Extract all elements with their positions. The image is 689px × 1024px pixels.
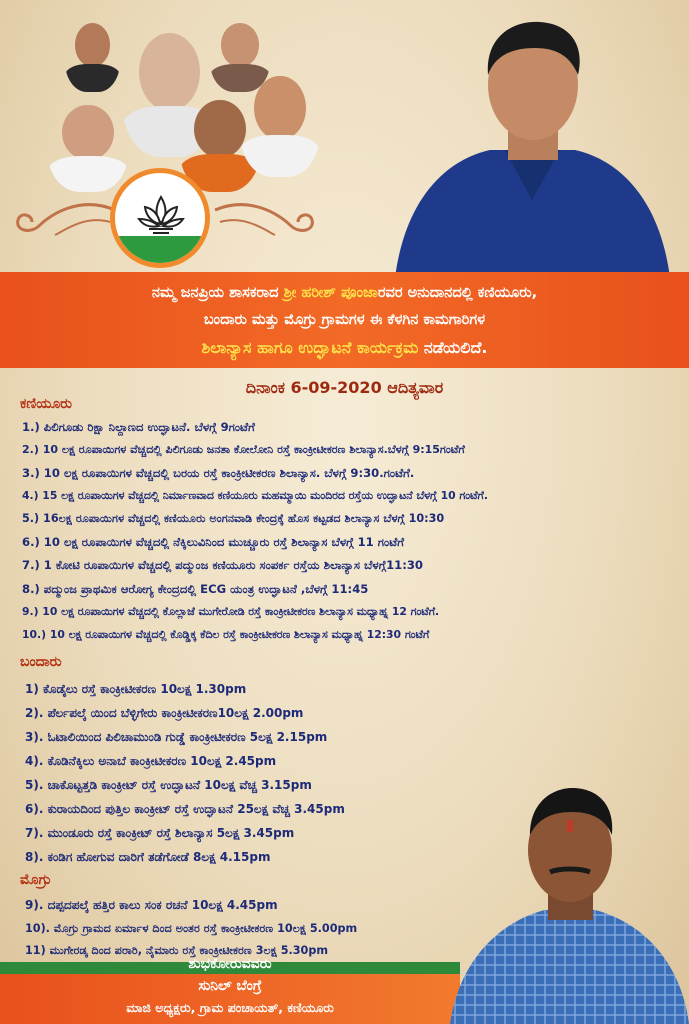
leader-photo-1 [65, 17, 120, 92]
announcement-line-2: ಬಂದಾರು ಮತ್ತು ಮೊಗ್ರು ಗ್ರಾಮಗಳ ಈ ಕೆಳಗಿನ ಕಾಮಗಾರಿಗಳ [203, 312, 486, 328]
list-item: 3.) 10 ಲಕ್ಷ ರೂಪಾಯಿಗಳ ವೆಚ್ಚದಲ್ಲಿ ಬರಯ ರಸ್ತೆ ಕಾಂಕ್ರೀಟೀಕರಣ ಶಿಲಾನ್ಯಾಸ. ಬೆಳಗ್ಗೆ 9:30.ಗಂಟೆಗೆ. [22, 466, 415, 480]
list-item: 1) ಕೊಡೈಲು ರಸ್ತೆ ಕಾಂಕ್ರೀಟೀಕರಣ 10ಲಕ್ಷ 1.30pm [25, 682, 247, 696]
list-item: 7.) 1 ಕೋಟಿ ರೂಪಾಯಿಗಳ ವೆಚ್ಚದಲ್ಲಿ ಪದ್ಮುಂಜ ಕಣಿಯೂರು ಸಂಪರ್ಕ ರಸ್ತೆಯ ಶಿಲಾನ್ಯಾಸ ಬೆಳಗ್ಗೆ11:30 [22, 558, 423, 572]
list-item: 9). ದಪ್ಪದಪಲ್ಕೆ ಹತ್ತಿರ ಕಾಲು ಸಂಕ ರಚನೆ 10ಲಕ್ಷ 4.45pm [25, 898, 278, 912]
list-item: 7). ಮುಂಡೂರು ರಸ್ತೆ ಕಾಂಕ್ರೀಟ್ ರಸ್ತೆ ಶಿಲಾನ್ಯಾಸ 5ಲಕ್ಷ 3.45pm [25, 826, 295, 840]
event-date: ದಿನಾಂಕ 6-09-2020 ಆದಿತ್ಯವಾರ [245, 378, 444, 397]
list-item: 5.) 16ಲಕ್ಷ ರೂಪಾಯಿಗಳ ವೆಚ್ಚದಲ್ಲಿ ಕಣಿಯೂರು ಅಂಗನವಾಡಿ ಕೇಂದ್ರಕ್ಕೆ ಹೊಸ ಕಟ್ಟಡದ ಶಿಲಾನ್ಯಾಸ ಬೆಳಗ್ಗೆ 10:30 [22, 512, 445, 525]
leaders-photo-collage [40, 12, 330, 197]
lotus-party-logo-icon [110, 168, 210, 268]
wishes-label: ಶುಭಕೋರುವವರು [188, 956, 272, 972]
mla-photo [395, 10, 670, 278]
announcement-text: ನಡೆಯಲಿದೆ. [418, 338, 488, 357]
list-item: 8.) ಪದ್ಮುಂಜ ಪ್ರಾಥಮಿಕ ಆರೋಗ್ಯ ಕೇಂದ್ರದಲ್ಲಿ ECG ಯಂತ್ರ ಉದ್ಘಾಟನೆ ,ಬೆಳಗ್ಗೆ 11:45 [22, 582, 369, 596]
list-item: 6.) 10 ಲಕ್ಷ ರೂಪಾಯಿಗಳ ವೆಚ್ಚದಲ್ಲಿ ನೆಕ್ಕಿಲುವಿನಿಂದ ಮುಚ್ಚೂರು ರಸ್ತೆ ಶಿಲಾನ್ಯಾಸ ಬೆಳಗ್ಗೆ 11 ಗಂಟೆಗೆ [22, 535, 404, 549]
announcement-line-3 [0, 338, 689, 358]
announcement-line-1 [0, 285, 689, 301]
list-item: 3). ಓಟಾಲಿಯಿಂದ ಪಿಲಿಚಾಮುಂಡಿ ಗುಡ್ಡೆ ಕಾಂಕ್ರೀಟೀಕರಣ 5ಲಕ್ಷ 2.15pm [25, 730, 328, 744]
section-title-mogru: ಮೊಗ್ರು [20, 872, 52, 888]
leader-photo-6 [240, 67, 320, 177]
list-item: 6). ಕುರಾಯದಿಂದ ಪುತ್ತಿಲ ಕಾಂಕ್ರೀಟ್ ರಸ್ತೆ ಉದ್ಘಾಟನೆ 25ಲಕ್ಷ ವೆಚ್ಚ 3.45pm [25, 802, 345, 816]
signer-name: ಸುನಿಲ್ ಬೆಂಗ್ರೆ [198, 978, 262, 994]
signer-photo [450, 780, 689, 1024]
signer-designation: ಮಾಜಿ ಅಧ್ಯಕ್ಷರು, ಗ್ರಾಮ ಪಂಚಾಯತ್, ಕಣಿಯೂರು [126, 1000, 334, 1015]
list-item: 8). ಕಂಡಿಗ ಹೋಗುವ ದಾರಿಗೆ ತಡೆಗೋಡೆ 8ಲಕ್ಷ 4.15pm [25, 850, 271, 864]
list-item: 4.) 15 ಲಕ್ಷ ರೂಪಾಯಿಗಳ ವೆಚ್ಚದಲ್ಲಿ ನಿರ್ಮಾಣವಾದ ಕಣಿಯೂರು ಮಹಮ್ಮಾಯಿ ಮಂದಿರದ ರಸ್ತೆಯ ಉದ್ಘಾಟನೆ ಬೆಳಗ್ಗೆ 10 ಗಂಟೆಗೆ. [22, 489, 488, 502]
announcement-text: ನಮ್ಮ ಜನಪ್ರಿಯ ಶಾಸಕರಾದ [151, 285, 284, 301]
list-item: 10.) 10 ಲಕ್ಷ ರೂಪಾಯಿಗಳ ವೆಚ್ಚದಲ್ಲಿ ಕೊಡ್ಡಿಕ್ಕ ಕೆದಿಲ ರಸ್ತೆ ಕಾಂಕ್ರೀಟೀಕರಣ ಶಿಲಾನ್ಯಾಸ ಮಧ್ಯಾಹ್ನ 12:30 ಗಂಟೆಗೆ [22, 628, 430, 641]
mla-name-highlight: ಶ್ರೀ ಹರೀಶ್ ಪೂಂಜಾ [283, 285, 378, 301]
announcement-text: ರವರ ಅನುದಾನದಲ್ಲಿ ಕಣಿಯೂರು, [377, 285, 538, 301]
list-item: 1.) ಪಿಲಿಗೂಡು ರಿಕ್ಷಾ ನಿಲ್ದಾಣದ ಉದ್ಘಾಟನೆ. ಬೆಳಗ್ಗೆ 9ಗಂಟೆಗೆ [22, 420, 255, 434]
list-item: 4). ಕೊಡಿನೆಕ್ಕಿಲು ಅನಾಬೆ ಕಾಂಕ್ರೀಟೀಕರಣ 10ಲಕ್ಷ 2.45pm [25, 754, 277, 768]
list-item: 5). ಚಾಕೊಟ್ಟತ್ತಡಿ ಕಾಂಕ್ರೀಟ್ ರಸ್ತೆ ಉದ್ಘಾಟನೆ 10ಲಕ್ಷ ವೆಚ್ಚ 3.15pm [25, 778, 312, 792]
list-item: 2.) 10 ಲಕ್ಷ ರೂಪಾಯಿಗಳ ವೆಚ್ಚದಲ್ಲಿ ಪಿಲಿಗೂಡು ಜನತಾ ಕೋಲೋನಿ ರಸ್ತೆ ಕಾಂಕ್ರೀಟೀಕರಣ ಶಿಲಾನ್ಯಾಸ.ಬೆಳಗ್ಗೆ 9:15ಗಂಟೆಗೆ [22, 443, 465, 456]
leader-photo-4 [48, 97, 128, 192]
section-title-bandaaru: ಬಂದಾರು [20, 654, 62, 670]
event-type-highlight: ಶಿಲಾನ್ಯಾಸ ಹಾಗೂ ಉದ್ಘಾಟನೆ ಕಾರ್ಯಕ್ರಮ [201, 338, 419, 357]
section-title-kaniyooru: ಕಣಿಯೂರು [20, 396, 72, 412]
list-item: 11) ಮುಗೇರಡ್ಕ ದಿಂದ ಪರಾರಿ, ನೈಮಾರು ರಸ್ತೆ ಕಾಂಕ್ರೀಟೀಕರಣ 3ಲಕ್ಷ 5.30pm [25, 944, 328, 957]
decorative-swirl-icon [10, 190, 120, 250]
announcement-band [0, 272, 689, 368]
list-item: 2). ಪೆರ್ಲಪಲ್ಕೆ ಯಿಂದ ಬೆಳ್ಳಿಗೇರು ಕಾಂಕ್ರೀಟೀಕರಣ10ಲಕ್ಷ 2.00pm [25, 706, 304, 720]
list-item: 9.) 10 ಲಕ್ಷ ರೂಪಾಯಿಗಳ ವೆಚ್ಚದಲ್ಲಿ ಕೊಲ್ಲಾಜೆ ಮುಗೇರೋಡಿ ರಸ್ತೆ ಕಾಂಕ್ರೀಟೀಕರಣ ಶಿಲಾನ್ಯಾಸ ಮಧ್ಯಾಹ್ನ 12 ಗಂಟೆಗೆ. [22, 605, 440, 618]
list-item: 10). ಮೊಗ್ರು ಗ್ರಾಮದ ಏರ್ಮಾಳ ದಿಂದ ಅಂತರ ರಸ್ತೆ ಕಾಂಕ್ರೀಟೀಕರಣ 10ಲಕ್ಷ 5.00pm [25, 922, 358, 935]
decorative-swirl-icon [210, 190, 320, 250]
